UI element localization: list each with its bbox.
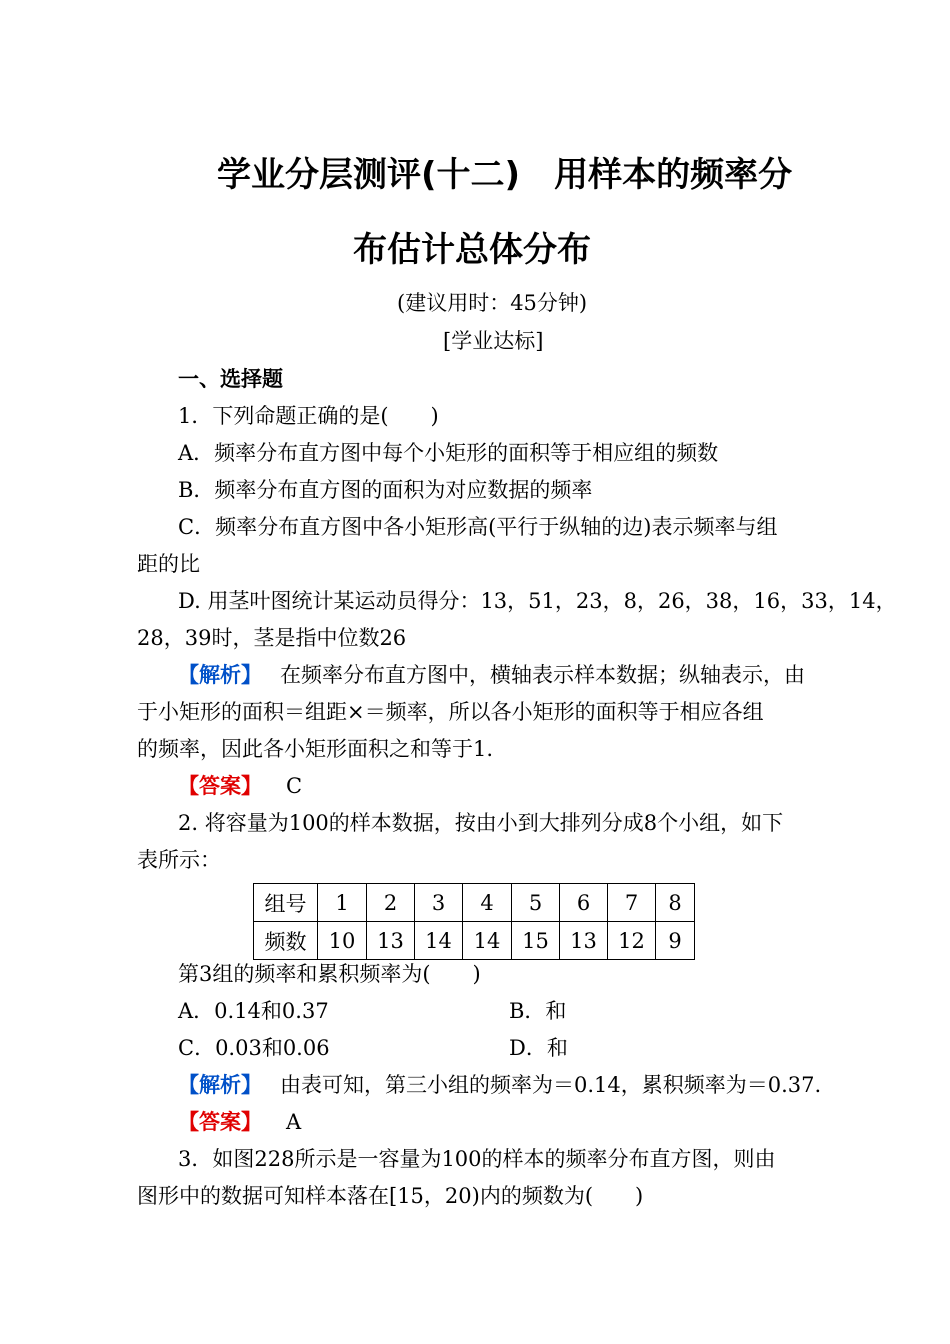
q2-option-a: A．0.14和0.37 xyxy=(178,999,329,1023)
table-cell: 4 xyxy=(463,884,512,922)
q1-answer-value: C xyxy=(286,774,303,798)
frequency-table xyxy=(253,883,695,960)
q3-stem-line2: 图形中的数据可知样本落在[15，20)内的频数为( ) xyxy=(137,1184,644,1208)
table-cell: 14 xyxy=(463,922,512,960)
table-cell: 15 xyxy=(512,922,560,960)
q1-option-b: B．频率分布直方图的面积为对应数据的频率 xyxy=(178,478,593,502)
q1-answer xyxy=(178,772,302,800)
q1-analysis-line2: 于小矩形的面积＝组距×＝频率，所以各小矩形的面积等于相应各组 xyxy=(137,700,764,724)
q1-analysis-line1 xyxy=(178,661,805,689)
q3-stem-line1: 3．如图228所示是一容量为100的样本的频率分布直方图，则由 xyxy=(178,1147,776,1171)
q2-option-c: C．0.03和0.06 xyxy=(178,1036,330,1060)
table-header-cell: 频数 xyxy=(254,922,318,960)
table-cell: 8 xyxy=(656,884,695,922)
answer-label: 【答案】 xyxy=(178,1109,262,1134)
table-row xyxy=(254,884,695,922)
table-cell: 7 xyxy=(608,884,656,922)
table-cell: 1 xyxy=(318,884,367,922)
q2-stem-line1: 2. 将容量为100的样本数据，按由小到大排列分成8个小组，如下 xyxy=(178,811,784,835)
q2-stem-line2: 表所示： xyxy=(137,848,221,872)
q1-stem: 1．下列命题正确的是( ) xyxy=(178,404,439,428)
q1-option-d-line1: D. 用茎叶图统计某运动员得分：13，51，23，8，26，38，16，33，14， xyxy=(178,589,897,613)
q1-option-c-line2: 距的比 xyxy=(137,552,200,576)
q2-answer-value: A xyxy=(286,1110,302,1134)
page-title-line2: 布估计总体分布 xyxy=(353,230,591,270)
answer-label: 【答案】 xyxy=(178,773,262,798)
analysis-label: 【解析】 xyxy=(178,1072,262,1097)
q1-analysis-text: 在频率分布直方图中，横轴表示样本数据；纵轴表示，由 xyxy=(280,663,805,687)
q2-question: 第3组的频率和累积频率为( ) xyxy=(178,962,481,986)
table-cell: 10 xyxy=(318,922,367,960)
section-tag: [学业达标] xyxy=(443,329,544,353)
time-hint: (建议用时：45分钟) xyxy=(397,291,588,315)
table-header-cell: 组号 xyxy=(254,884,318,922)
q1-option-d-line2: 28，39时，茎是指中位数26 xyxy=(137,626,407,650)
q2-option-b: B．和 xyxy=(509,999,567,1023)
table-cell: 9 xyxy=(656,922,695,960)
q2-answer xyxy=(178,1108,301,1136)
analysis-label: 【解析】 xyxy=(178,662,262,687)
q1-analysis-line3: 的频率，因此各小矩形面积之和等于1. xyxy=(137,737,494,761)
page-title-line1: 学业分层测评(十二) 用样本的频率分 xyxy=(217,155,793,195)
table-cell: 13 xyxy=(560,922,608,960)
table-cell: 2 xyxy=(367,884,415,922)
q1-option-c-line1: C．频率分布直方图中各小矩形高(平行于纵轴的边)表示频率与组 xyxy=(178,515,778,539)
table-cell: 3 xyxy=(415,884,463,922)
table-cell: 14 xyxy=(415,922,463,960)
q2-option-d: D．和 xyxy=(509,1036,568,1060)
section-heading: 一、选择题 xyxy=(178,366,283,391)
table-row xyxy=(254,922,695,960)
q1-option-a: A．频率分布直方图中每个小矩形的面积等于相应组的频数 xyxy=(178,441,719,465)
table-cell: 5 xyxy=(512,884,560,922)
q2-analysis xyxy=(178,1071,821,1099)
table-cell: 12 xyxy=(608,922,656,960)
q2-analysis-text: 由表可知，第三小组的频率为＝0.14，累积频率为＝0.37. xyxy=(280,1073,822,1097)
table-cell: 6 xyxy=(560,884,608,922)
table-cell: 13 xyxy=(367,922,415,960)
